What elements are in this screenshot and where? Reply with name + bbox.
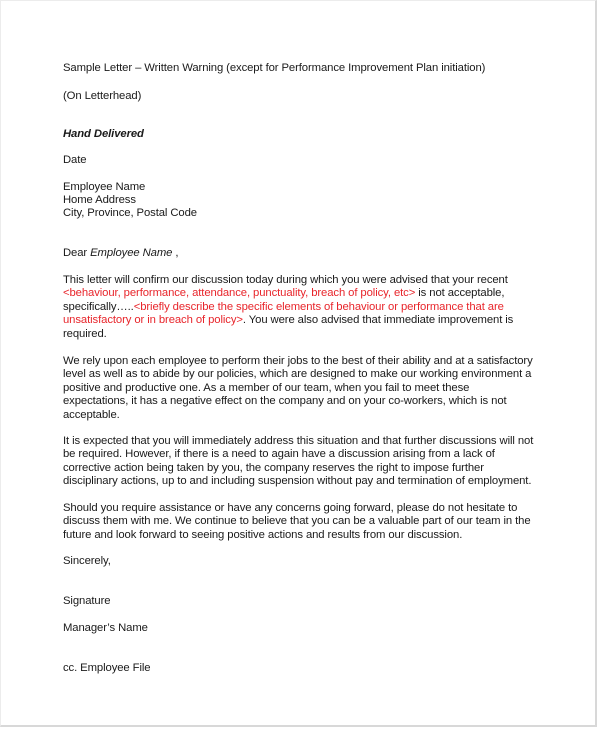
placeholder-text: <behaviour, performance, attendance, punctuality, breach of policy, etc>: [63, 287, 416, 300]
paragraph-line: required.: [63, 327, 107, 340]
paragraph-line: [63, 301, 543, 314]
letterhead-note: (On Letterhead): [63, 90, 142, 102]
closing: Sincerely,: [63, 555, 111, 567]
paragraph-line: expectations, it has a negative effect on the company and on your co-workers, which is not: [63, 395, 507, 408]
placeholder-text: unsatisfactory or in breach of policy>: [63, 314, 243, 327]
paragraph-text: . You were also advised that immediate improvement is: [242, 314, 514, 327]
address-home: Home Address: [63, 194, 136, 206]
delivery-method: Hand Delivered: [63, 128, 144, 140]
paragraph-line: positive and productive one. As a member of our team, when you fail to meet these: [63, 381, 470, 394]
letter-title: Sample Letter – Written Warning (except for Performance Improvement Plan initiation): [63, 62, 486, 74]
paragraph-line: future and look forward to seeing positive actions and results from our discussion.: [63, 528, 463, 541]
address-name: Employee Name: [63, 181, 146, 193]
paragraph-line: be required. However, if there is a need to again have a discussion arising from a lack of: [63, 448, 495, 461]
paragraph-line: discuss them with me. We continue to believe that you can be a valuable part of our team in the: [63, 515, 531, 528]
paragraph-line: Should you require assistance or have any concerns going forward, please do not hesitate to: [63, 502, 518, 514]
paragraph-line: We rely upon each employee to perform their jobs to the best of their ability and at a satisfactory: [63, 355, 533, 367]
salutation-prefix: Dear: [63, 247, 91, 259]
paragraph-line: level as well as to abide by our policies, which are designed to make our working environment a: [63, 368, 532, 381]
paragraph-text: specifically…..: [63, 300, 134, 313]
paragraph-line: [63, 287, 543, 300]
address-city: City, Province, Postal Code: [63, 207, 197, 219]
manager-name: Manager’s Name: [63, 622, 148, 634]
date-field: Date: [63, 154, 87, 166]
placeholder-text: <briefly describe the specific elements of behaviour or performance that are: [133, 300, 504, 313]
paragraph-line: disciplinary actions, up to and including suspension without pay and termination of employment.: [63, 475, 532, 488]
paragraph-text: is not acceptable,: [415, 287, 505, 300]
salutation-name: Employee Name: [90, 247, 173, 259]
signature-line: Signature: [63, 595, 111, 607]
paragraph-line: corrective action being taken by you, the company reserves the right to impose further: [63, 461, 484, 474]
salutation: [63, 247, 178, 260]
paragraph-line: This letter will confirm our discussion today during which you were advised that your recent: [63, 274, 508, 286]
paragraph-line: acceptable.: [63, 408, 120, 421]
cc-line: cc. Employee File: [63, 662, 151, 674]
paragraph-line: It is expected that you will immediately address this situation and that further discussions will not: [63, 435, 534, 447]
paragraph-2: [63, 355, 543, 422]
paragraph-line: [63, 314, 543, 327]
paragraph-4: [63, 502, 543, 542]
paragraph-1: [63, 274, 543, 341]
salutation-suffix: ,: [172, 247, 179, 259]
paragraph-3: [63, 435, 543, 489]
